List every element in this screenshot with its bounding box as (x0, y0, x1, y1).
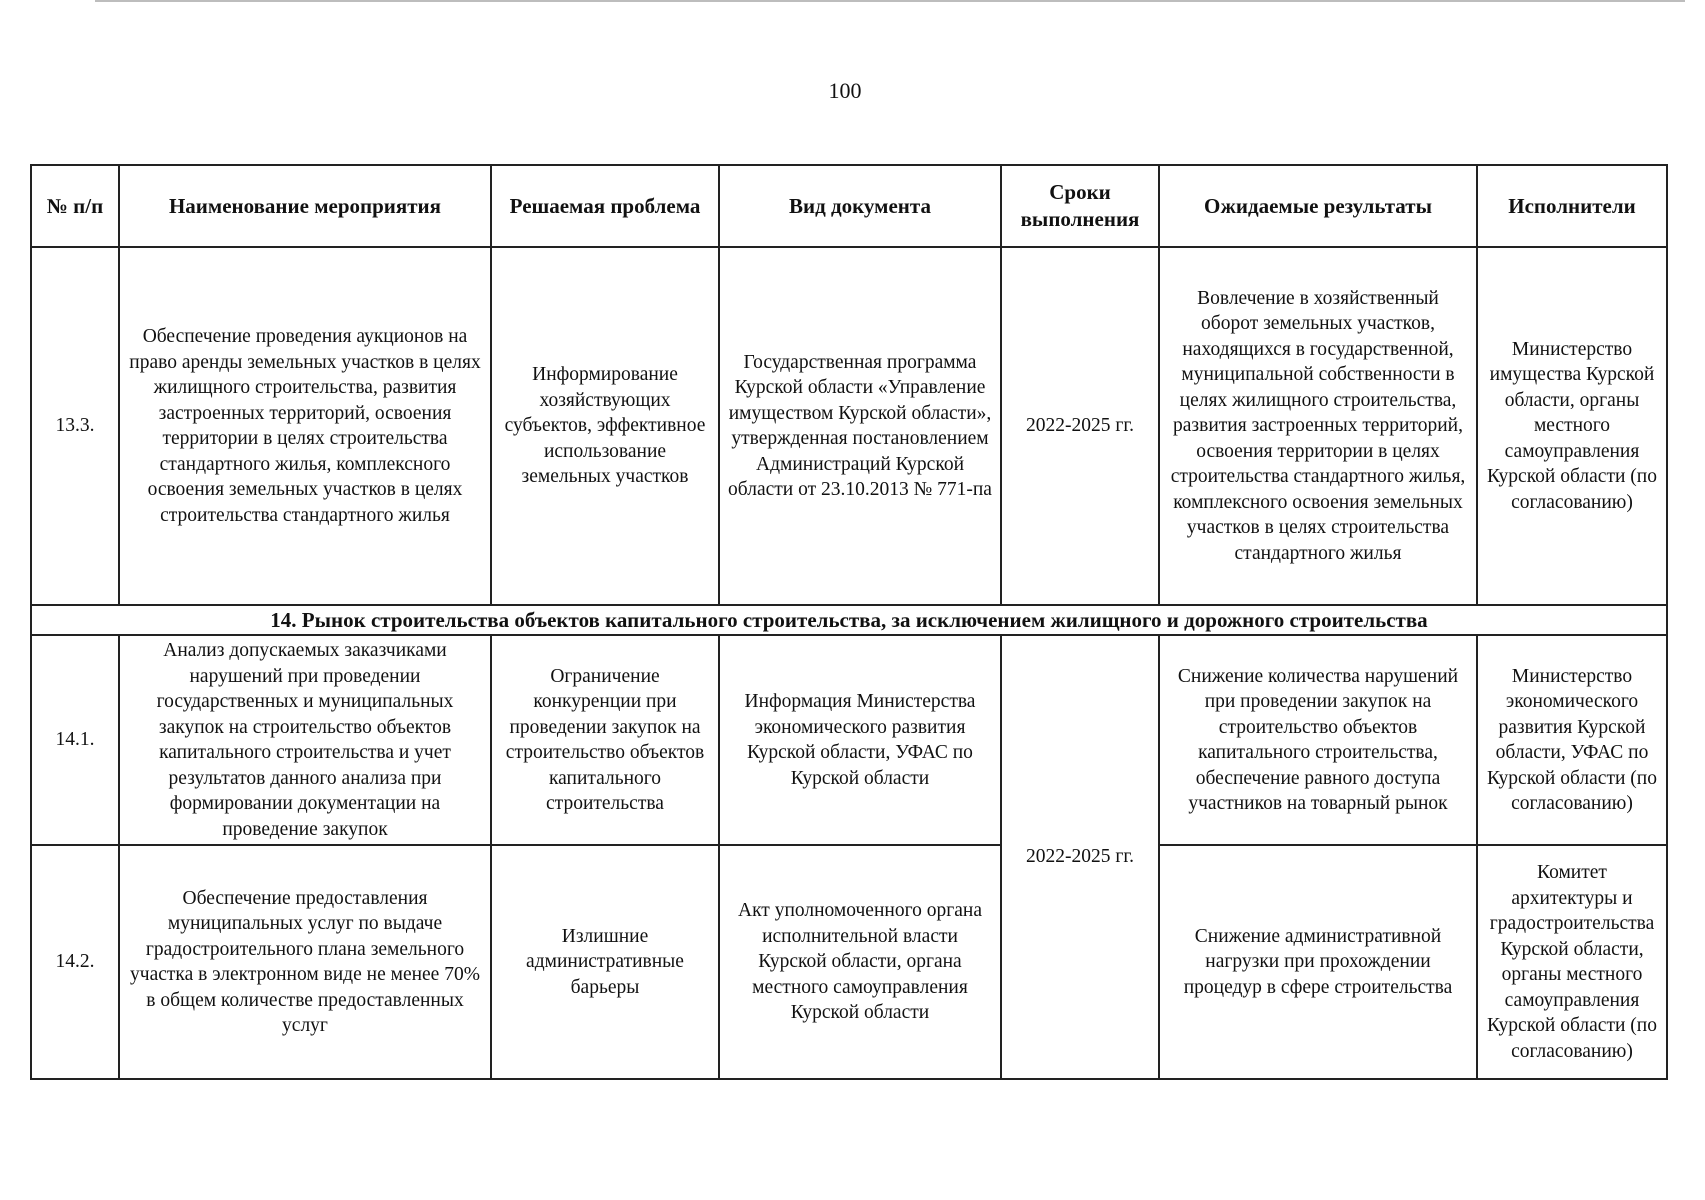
header-doc: Вид документа (719, 165, 1001, 247)
row-result: Снижение количества нарушений при проведении закупок на строительство объектов капитального строительства, обеспечение равного доступа участников на товарный рынок (1159, 635, 1477, 845)
row-num: 14.1. (31, 635, 119, 845)
row-name: Анализ допускаемых заказчиками нарушений при проведении государственных и муниципальных закупок на строительство объектов капитального строительства и учет результатов данного анализа при формировании документации на проведение закупок (119, 635, 491, 845)
row-doc: Информация Министерства экономического развития Курской области, УФАС по Курской области (719, 635, 1001, 845)
measures-table (30, 164, 1668, 1080)
row-num: 14.2. (31, 845, 119, 1079)
row-executors: Комитет архитектуры и градостроительства Курской области, органы местного самоуправления Курской области (по согласованию) (1477, 845, 1667, 1079)
page-number: 100 (828, 78, 862, 103)
row-problem: Излишние административные барьеры (491, 845, 719, 1079)
row-result: Вовлечение в хозяйственный оборот земельных участков, находящихся в государственной, муниципальной собственности в целях жилищного строительства, развития застроенных территорий, освоения территории в целях строительства стандартного жилья, комплексного освоения земельных участков в целях строительства стандартного жилья (1159, 247, 1477, 605)
row-name: Обеспечение проведения аукционов на право аренды земельных участков в целях жилищного строительства, развития застроенных территорий, освоения территории в целях строительства стандартного жилья, комплексного освоения земельных участков в целях строительства стандартного жилья (119, 247, 491, 605)
header-name: Наименование мероприятия (119, 165, 491, 247)
row-doc: Акт уполномоченного органа исполнительной власти Курской области, органа местного самоуправления Курской области (719, 845, 1001, 1079)
header-result: Ожидаемые результаты (1159, 165, 1477, 247)
table-row (31, 845, 1667, 1079)
table-header-row (31, 165, 1667, 247)
table-row (31, 247, 1667, 605)
row-term: 2022-2025 гг. (1001, 247, 1159, 605)
section-row (31, 605, 1667, 635)
header-num: № п/п (31, 165, 119, 247)
section-title: 14. Рынок строительства объектов капитального строительства, за исключением жилищного и дорожного строительства (31, 605, 1667, 635)
table-row (31, 635, 1667, 845)
header-executors: Исполнители (1477, 165, 1667, 247)
section-term: 2022-2025 гг. (1001, 635, 1159, 1079)
header-term: Сроки выполнения (1001, 165, 1159, 247)
row-problem: Информирование хозяйствующих субъектов, эффективное использование земельных участков (491, 247, 719, 605)
row-executors: Министерство имущества Курской области, органы местного самоуправления Курской области (по согласованию) (1477, 247, 1667, 605)
row-executors: Министерство экономического развития Курской области, УФАС по Курской области (по согласованию) (1477, 635, 1667, 845)
row-num: 13.3. (31, 247, 119, 605)
row-result: Снижение административной нагрузки при прохождении процедур в сфере строительства (1159, 845, 1477, 1079)
row-problem: Ограничение конкуренции при проведении закупок на строительство объектов капитального строительства (491, 635, 719, 845)
row-doc: Государственная программа Курской области «Управление имуществом Курской области», утвержденная постановлением Администраций Курской области от 23.10.2013 № 771-па (719, 247, 1001, 605)
scan-edge-line (95, 0, 1685, 2)
header-problem: Решаемая проблема (491, 165, 719, 247)
row-name: Обеспечение предоставления муниципальных услуг по выдаче градостроительного плана земельного участка в электронном виде не менее 70% в общем количестве предоставленных услуг (119, 845, 491, 1079)
